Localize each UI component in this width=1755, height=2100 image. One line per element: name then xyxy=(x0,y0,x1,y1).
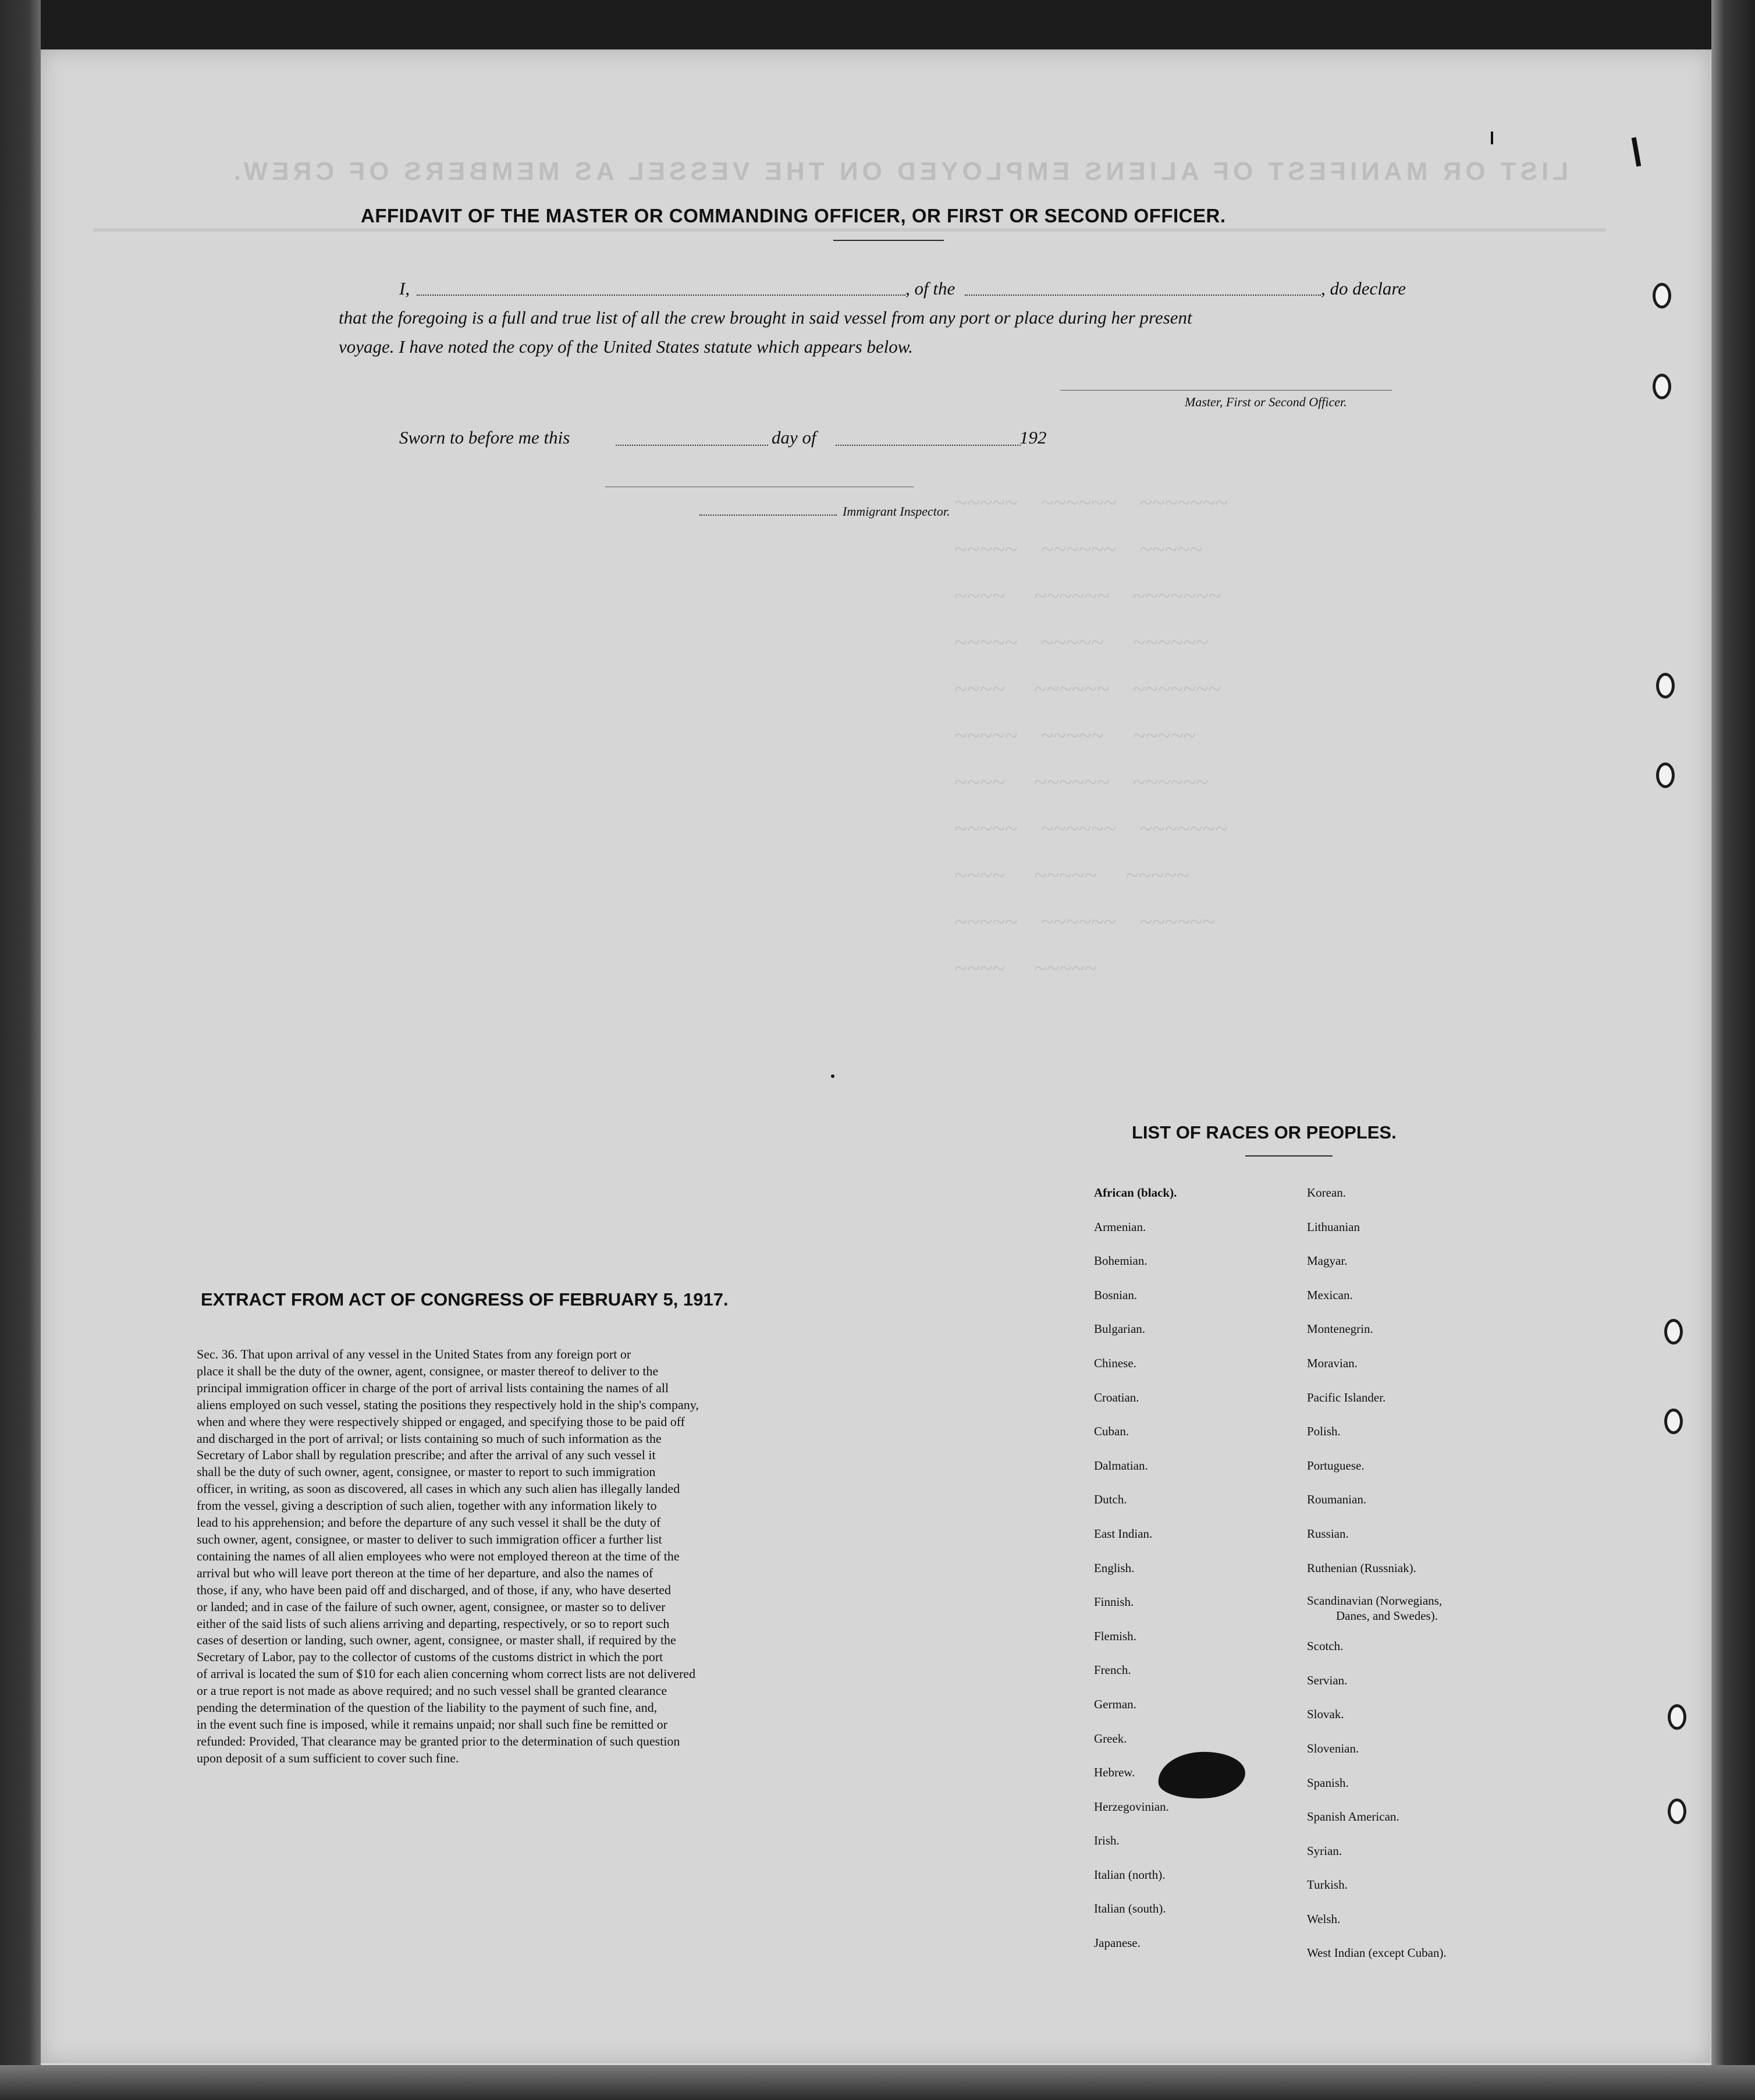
race-item: Chinese. xyxy=(1094,1356,1136,1370)
bleed-through-rule xyxy=(93,228,1606,232)
race-item: Dalmatian. xyxy=(1094,1458,1148,1473)
extract-line: shall be the duty of such owner, agent, consignee, or master to report to such immigration xyxy=(197,1464,656,1480)
race-item: Bohemian. xyxy=(1094,1254,1148,1268)
punch-hole-icon xyxy=(1668,1704,1686,1730)
bleed-through-handwriting: ~~~~~ ~~~~~~ ~~~~~~~ xyxy=(954,815,1228,842)
sworn-month-field[interactable] xyxy=(836,445,1021,446)
extract-line: cases of desertion or landing, such owner, agent, consignee, or master shall, if required by the xyxy=(197,1633,676,1648)
title-underline xyxy=(833,240,944,241)
race-item: Ruthenian (Russniak). xyxy=(1307,1560,1416,1575)
race-item: Flemish. xyxy=(1094,1629,1136,1643)
extract-line: arrival but who will leave port thereon at the time of her departure, and also the names of xyxy=(197,1565,653,1580)
race-item: Spanish. xyxy=(1307,1775,1349,1790)
race-item: Armenian. xyxy=(1094,1219,1146,1234)
extract-body xyxy=(197,1346,848,1767)
race-item: Welsh. xyxy=(1307,1911,1341,1926)
race-item: Italian (north). xyxy=(1094,1867,1166,1882)
punch-hole-icon xyxy=(1664,1409,1683,1434)
bleed-through-handwriting: ~~~~~ ~~~~~~ ~~~~~ xyxy=(954,536,1203,562)
extract-line: officer, in writing, as soon as discovered, all cases in which any such alien has illegally landed xyxy=(197,1481,680,1496)
bleed-through-handwriting: ~~~~~ ~~~~~ ~~~~~~ xyxy=(954,629,1209,655)
declaration-i-label: I, xyxy=(399,278,410,299)
stray-mark xyxy=(1491,132,1493,144)
race-item: Bosnian. xyxy=(1094,1287,1138,1302)
race-item: Portuguese. xyxy=(1307,1458,1365,1473)
bleed-through-handwriting: ~~~~ ~~~~~~ ~~~~~~~ xyxy=(954,583,1221,609)
extract-line: those, if any, who have been paid off and discharged, and of those, if any, who have deserted xyxy=(197,1582,671,1597)
punch-hole-icon xyxy=(1656,673,1675,698)
races-title: LIST OF RACES OR PEOPLES. xyxy=(1132,1122,1397,1143)
race-item: Hebrew. xyxy=(1094,1765,1135,1780)
race-item: Korean. xyxy=(1307,1186,1347,1200)
bleed-through-handwriting: ~~~~ ~~~~~ xyxy=(954,955,1097,981)
race-item: East Indian. xyxy=(1094,1526,1153,1541)
scan-bottom-edge xyxy=(0,2065,1755,2100)
inspector-name-field[interactable] xyxy=(699,515,837,516)
bleed-through-handwriting: ~~~~~ ~~~~~~ ~~~~~~~ xyxy=(954,489,1228,516)
extract-title: EXTRACT FROM ACT OF CONGRESS OF FEBRUARY 5, 1917. xyxy=(201,1289,729,1310)
race-item: Scandinavian (Norwegians, xyxy=(1307,1594,1443,1608)
extract-line: in the event such fine is imposed, while it remains unpaid; nor shall such fine be remitted or xyxy=(197,1716,667,1732)
declaration-do-declare-label: , do declare xyxy=(1321,278,1406,299)
race-item: Italian (south). xyxy=(1094,1902,1166,1916)
bleed-through-handwriting: ~~~~~ ~~~~~~ ~~~~~~ xyxy=(954,909,1215,935)
extract-line: from the vessel, giving a description of such alien, together with any information likely to xyxy=(197,1498,657,1513)
punch-hole-icon xyxy=(1656,762,1675,788)
sworn-prefix: Sworn to before me this xyxy=(399,427,570,448)
race-item: Dutch. xyxy=(1094,1492,1127,1507)
bleed-through-handwriting: ~~~~~ ~~~~~ ~~~~~ xyxy=(954,722,1196,749)
extract-line: aliens employed on such vessel, stating the positions they respectively hold in the ship's company, xyxy=(197,1397,699,1412)
extract-line: Secretary of Labor, pay to the collector of customs of the customs district in which the port xyxy=(197,1650,663,1665)
race-item: Bulgarian. xyxy=(1094,1322,1146,1336)
scan-right-edge xyxy=(1711,0,1755,2100)
race-item: Greek. xyxy=(1094,1731,1127,1746)
race-item: Polish. xyxy=(1307,1424,1341,1439)
stray-mark xyxy=(831,1074,834,1078)
race-item: Lithuanian xyxy=(1307,1219,1360,1234)
bleed-through-heading: LIST OR MANIFEST OF ALIENS EMPLOYED ON THE VESSEL AS MEMBERS OF CREW. xyxy=(229,157,1569,186)
race-item: Mexican. xyxy=(1307,1287,1353,1302)
race-item: Japanese. xyxy=(1094,1936,1141,1950)
extract-line: place it shall be the duty of the owner, agent, consignee, or master thereof to deliver to the xyxy=(197,1363,659,1378)
race-item: Moravian. xyxy=(1307,1356,1358,1370)
extract-line: of arrival is located the sum of $10 for each alien concerning whom correct lists are not delivered xyxy=(197,1666,696,1682)
race-item: African (black). xyxy=(1094,1186,1177,1200)
race-item: Cuban. xyxy=(1094,1424,1129,1439)
extract-line: refunded: Provided, That clearance may be granted prior to the determination of such question xyxy=(197,1733,680,1748)
affidavit-title: AFFIDAVIT OF THE MASTER OR COMMANDING OFFICER, OR FIRST OR SECOND OFFICER. xyxy=(361,205,1226,226)
punch-hole-icon xyxy=(1653,283,1671,308)
sworn-year-prefix: 192 xyxy=(1019,427,1047,448)
bleed-through-handwriting: ~~~~ ~~~~~ ~~~~~ xyxy=(954,862,1189,888)
sworn-day-of-label: day of xyxy=(772,427,816,448)
race-item: Finnish. xyxy=(1094,1595,1134,1609)
extract-line: and discharged in the port of arrival; or lists containing so much of such information as the xyxy=(197,1431,662,1446)
vessel-name-field[interactable] xyxy=(965,295,1321,296)
master-signature-label: Master, First or Second Officer. xyxy=(1185,395,1347,409)
race-item: Russian. xyxy=(1307,1526,1349,1541)
race-item: Irish. xyxy=(1094,1833,1120,1848)
extract-line: lead to his apprehension; and before the departure of any such vessel it shall be the duty of xyxy=(197,1515,661,1530)
punch-hole-icon xyxy=(1668,1799,1686,1824)
race-item: Slovak. xyxy=(1307,1707,1344,1722)
extract-line: or a true report is not made as above required; and no such vessel shall be granted clearance xyxy=(197,1683,667,1698)
race-item: Turkish. xyxy=(1307,1878,1348,1892)
race-item: Servian. xyxy=(1307,1673,1348,1687)
declaration-line-3: voyage. I have noted the copy of the United States statute which appears below. xyxy=(339,336,913,357)
scan-left-edge xyxy=(0,0,41,2100)
extract-line: such owner, agent, consignee, or master to deliver to such immigration officer a further list xyxy=(197,1531,662,1546)
sworn-day-field[interactable] xyxy=(616,445,768,446)
races-left-column xyxy=(1094,1176,1177,1960)
extract-line: containing the names of all alien employees who were not employed thereon at the time of the xyxy=(197,1548,680,1563)
race-item: Spanish American. xyxy=(1307,1810,1399,1824)
extract-line: Sec. 36. That upon arrival of any vessel in the United States from any foreign port or xyxy=(197,1347,631,1361)
races-right-column xyxy=(1307,1176,1447,1970)
inspector-signature-label: Immigrant Inspector. xyxy=(843,504,950,519)
punch-hole-icon xyxy=(1664,1319,1683,1345)
race-item: Magyar. xyxy=(1307,1254,1348,1268)
race-item: Slovenian. xyxy=(1307,1741,1359,1755)
race-item: Syrian. xyxy=(1307,1843,1342,1858)
extract-line: or landed; and in case of the failure of such owner, agent, consignee, or master so to deliver xyxy=(197,1599,666,1614)
race-item: Herzegovinian. xyxy=(1094,1799,1169,1814)
race-item: French. xyxy=(1094,1663,1131,1677)
extract-line: when and where they were respectively shipped or engaged, and specifying those to be paid off xyxy=(197,1414,685,1429)
extract-line: Secretary of Labor shall by regulation prescribe; and after the arrival of any such vessel it xyxy=(197,1448,656,1463)
race-item: Danes, and Swedes). xyxy=(1336,1609,1438,1623)
race-item: Croatian. xyxy=(1094,1390,1139,1404)
master-signature-line[interactable] xyxy=(1060,390,1392,391)
bleed-through-handwriting: ~~~~ ~~~~~~ ~~~~~~ xyxy=(954,769,1209,795)
race-item: Pacific Islander. xyxy=(1307,1390,1386,1404)
bleed-through-handwriting: ~~~~ ~~~~~~ ~~~~~~~ xyxy=(954,676,1221,702)
race-item: Montenegrin. xyxy=(1307,1322,1373,1336)
declaration-line-2: that the foregoing is a full and true list of all the crew brought in said vessel from any port or place during her present xyxy=(339,307,1192,328)
race-item: West Indian (except Cuban). xyxy=(1307,1946,1447,1960)
race-item: Roumanian. xyxy=(1307,1492,1367,1507)
scan-top-edge xyxy=(0,0,1755,49)
extract-line: pending the determination of the question of the liability to the payment of such fine, and, xyxy=(197,1700,658,1715)
extract-line: either of the said lists of such aliens arriving and departing, respectively, or so to report such xyxy=(197,1616,670,1631)
race-item: English. xyxy=(1094,1560,1135,1575)
races-title-underline xyxy=(1245,1155,1333,1157)
punch-hole-icon xyxy=(1653,374,1671,399)
master-name-field[interactable] xyxy=(417,295,905,296)
race-item: German. xyxy=(1094,1697,1136,1711)
extract-line: upon deposit of a sum sufficient to cover such fine. xyxy=(197,1750,459,1765)
extract-line: principal immigration officer in charge of the port of arrival lists containing the names of all xyxy=(197,1380,669,1395)
declaration-of-the-label: , of the xyxy=(905,278,955,299)
race-item: Scotch. xyxy=(1307,1639,1344,1654)
